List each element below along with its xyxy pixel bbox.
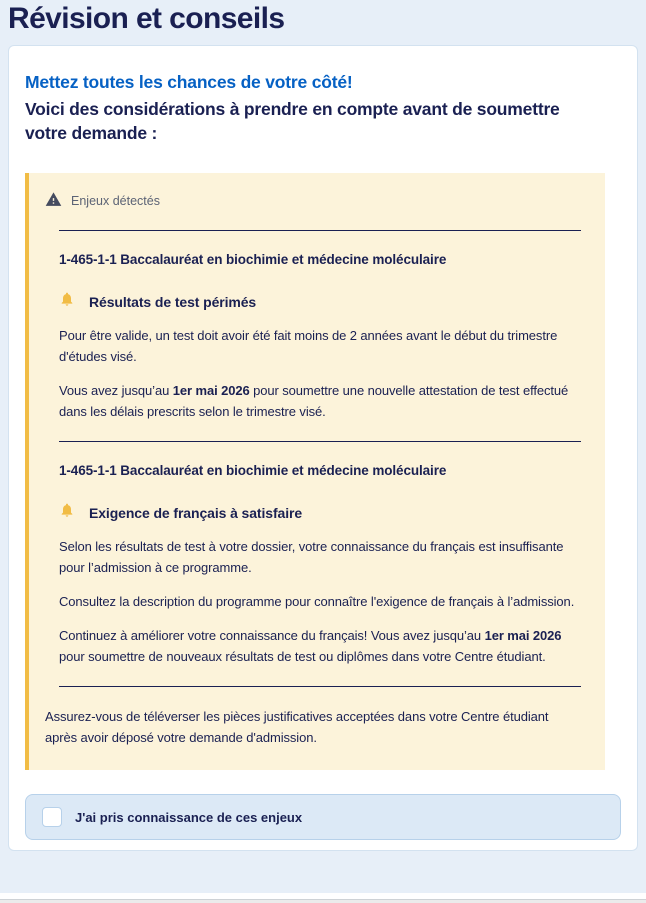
section-divider (59, 686, 581, 687)
program-title: 1-465-1-1 Baccalauréat en biochimie et médecine moléculaire (59, 252, 447, 267)
headline-encouragement: Mettez toutes les chances de votre côté! (25, 72, 353, 92)
page-title: Révision et conseils (8, 2, 285, 35)
issue-paragraph: Consultez la description du programme pour connaître l'exigence de français à l’admission. (59, 594, 575, 609)
issue-title: Résultats de test périmés (89, 293, 257, 310)
issue-section (59, 251, 581, 422)
acknowledge-label: J'ai pris connaissance de ces enjeux (75, 809, 303, 825)
issue-heading (59, 502, 581, 523)
issue-section (59, 462, 581, 667)
headline-instructions: Voici des considérations à prendre en compte avant de soumettre votre demande : (25, 99, 560, 143)
issues-panel (25, 173, 605, 770)
page-end-gap (0, 893, 646, 903)
issue-paragraph: Selon les résultats de test à votre dossier, votre connaissance du français est insuffisante pour l’admission à ce programme. (59, 539, 564, 575)
upload-reminder-note: Assurez-vous de téléverser les pièces justificatives acceptées dans votre Centre étudiant après avoir déposé votre demande d'admission. (45, 709, 549, 745)
footer-strip (0, 899, 646, 903)
issue-sections (59, 230, 581, 687)
review-card (8, 45, 638, 851)
issue-paragraph: Pour être valide, un test doit avoir été fait moins de 2 années avant le début du trimestre d'études visé. (59, 328, 558, 364)
issues-panel-header (45, 191, 581, 211)
section-divider (59, 230, 581, 231)
issue-heading (59, 291, 581, 312)
issues-panel-title: Enjeux détectés (71, 194, 160, 208)
program-title: 1-465-1-1 Baccalauréat en biochimie et médecine moléculaire (59, 463, 447, 478)
issue-title: Exigence de français à satisfaire (89, 504, 303, 521)
bell-icon (59, 291, 75, 312)
issue-paragraph: Vous avez jusqu’au 1er mai 2026 pour soumettre une nouvelle attestation de test effectué dans les délais prescrits selon le trimestre visé. (59, 383, 569, 419)
acknowledge-panel[interactable] (25, 794, 621, 840)
acknowledge-checkbox[interactable] (42, 807, 62, 827)
bell-icon (59, 502, 75, 523)
issue-paragraph: Continuez à améliorer votre connaissance du français! Vous avez jusqu’au 1er mai 2026 pour soumettre de nouveaux résultats de test ou diplômes dans votre Centre étudiant. (59, 628, 562, 664)
section-divider (59, 441, 581, 442)
warning-triangle-icon (45, 191, 62, 211)
